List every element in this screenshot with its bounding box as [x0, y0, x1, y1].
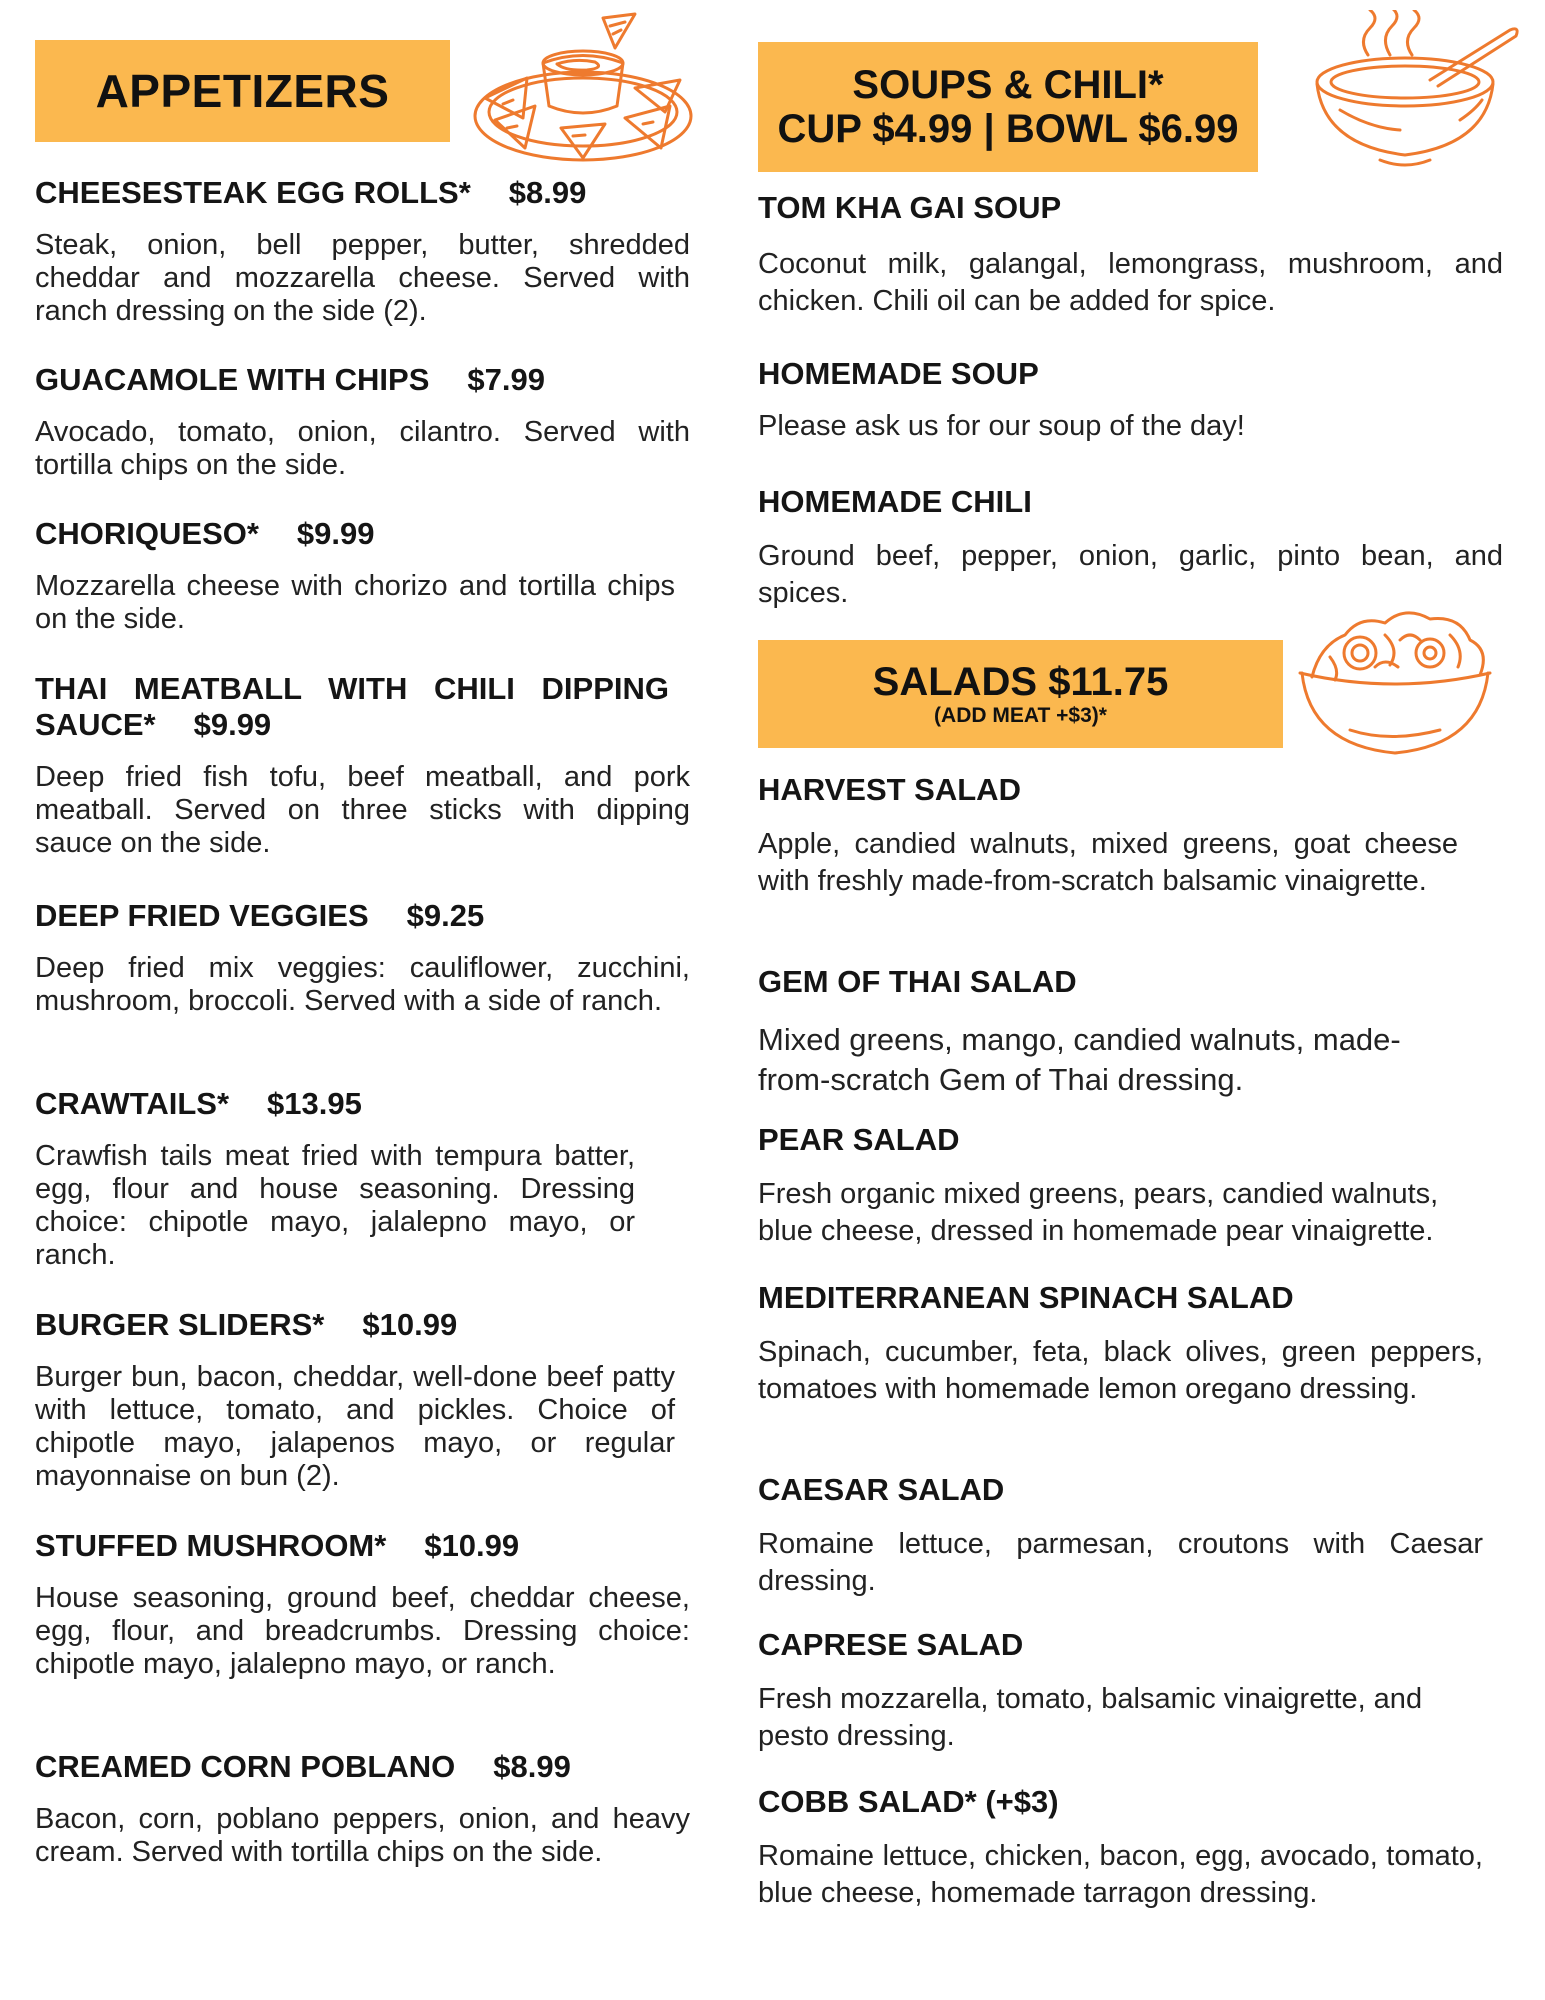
- item-name: COBB SALAD* (+$3): [758, 1784, 1059, 1819]
- item-price: $10.99: [362, 1307, 458, 1342]
- item-price: $7.99: [467, 362, 545, 397]
- item-name: CAESAR SALAD: [758, 1472, 1005, 1507]
- item-name: [35, 175, 690, 211]
- item-name: [35, 1307, 675, 1343]
- item-description: Crawfish tails meat fried with tempura batter, egg, flour and house seasoning. Dressing choice: chipotle mayo, jalalepno mayo, or ranch.: [35, 1140, 635, 1271]
- menu-item: [35, 516, 675, 636]
- item-price: $13.95: [267, 1086, 362, 1121]
- item-title: BURGER SLIDERS*: [35, 1307, 325, 1342]
- menu-item: [758, 772, 1458, 900]
- item-description: Deep fried mix veggies: cauliflower, zucchini, mushroom, broccoli. Served with a side of ranch.: [35, 952, 690, 1017]
- item-description: Bacon, corn, poblano peppers, onion, and heavy cream. Served with tortilla chips on the side.: [35, 1803, 690, 1868]
- item-description: Steak, onion, bell pepper, butter, shredded cheddar and mozzarella cheese. Served with ranch dressing on the side (2).: [35, 229, 690, 327]
- item-name: [35, 898, 690, 934]
- item-name: [35, 1086, 635, 1122]
- menu-item: [35, 175, 690, 328]
- item-description: Deep fried fish tofu, beef meatball, and pork meatball. Served on three sticks with dipping sauce on the side.: [35, 761, 690, 859]
- salads-heading: [758, 640, 1283, 748]
- item-name: PEAR SALAD: [758, 1122, 960, 1157]
- item-description: Apple, candied walnuts, mixed greens, goat cheese with freshly made-from-scratch balsamic vinaigrette.: [758, 828, 1458, 897]
- menu-item: [758, 356, 1503, 443]
- soup-bowl-icon: [1310, 10, 1525, 175]
- item-title: THAI MEATBALL WITH CHILI DIPPING: [35, 671, 669, 706]
- item-name: HARVEST SALAD: [758, 772, 1021, 807]
- item-title: STUFFED MUSHROOM*: [35, 1528, 387, 1563]
- salads-subheading: (ADD MEAT +$3)*: [934, 704, 1107, 727]
- item-description: House seasoning, ground beef, cheddar cheese, egg, flour, and breadcrumbs. Dressing choice: chipotle mayo, jalalepno mayo, or ranch.: [35, 1582, 690, 1680]
- menu-item: [758, 964, 1458, 1100]
- menu-item: [35, 1749, 690, 1869]
- item-description: Fresh organic mixed greens, pears, candied walnuts, blue cheese, dressed in homemade pear vinaigrette.: [758, 1178, 1439, 1247]
- item-name: HOMEMADE CHILI: [758, 484, 1032, 519]
- item-description: Mixed greens, mango, candied walnuts, made-from-scratch Gem of Thai dressing.: [758, 1022, 1401, 1097]
- item-title: CHORIQUESO*: [35, 516, 259, 551]
- item-name: HOMEMADE SOUP: [758, 356, 1039, 391]
- item-name: [35, 362, 690, 398]
- salads-heading-text: SALADS $11.75: [872, 660, 1169, 704]
- appetizers-heading-text: APPETIZERS: [95, 65, 390, 117]
- item-description: Fresh mozzarella, tomato, balsamic vinaigrette, and pesto dressing.: [758, 1683, 1423, 1752]
- menu-item: [35, 671, 690, 860]
- item-name-continued: [35, 707, 690, 743]
- item-title: CRAWTAILS*: [35, 1086, 230, 1121]
- menu-item: [35, 362, 690, 482]
- menu-item: [758, 1122, 1498, 1250]
- menu-item: [758, 484, 1503, 612]
- item-name: GEM OF THAI SALAD: [758, 964, 1077, 999]
- item-description: Coconut milk, galangal, lemongrass, mushroom, and chicken. Chili oil can be added for spice.: [758, 248, 1503, 317]
- soups-heading: [758, 42, 1258, 172]
- item-description: Romaine lettuce, parmesan, croutons with Caesar dressing.: [758, 1528, 1483, 1597]
- menu-item: [35, 1086, 635, 1272]
- chips-and-dip-icon: [465, 8, 700, 168]
- item-name: MEDITERRANEAN SPINACH SALAD: [758, 1280, 1294, 1315]
- item-description: Romaine lettuce, chicken, bacon, egg, avocado, tomato, blue cheese, homemade tarragon dressing.: [758, 1840, 1483, 1909]
- item-title: CREAMED CORN POBLANO: [35, 1749, 456, 1784]
- item-name: [35, 516, 675, 552]
- soups-heading-line1: SOUPS & CHILI*: [852, 63, 1164, 107]
- item-description: Mozzarella cheese with chorizo and tortilla chips on the side.: [35, 570, 675, 635]
- salad-bowl-icon: [1290, 595, 1500, 765]
- item-name: [35, 1528, 690, 1564]
- menu-item: [758, 1784, 1483, 1912]
- item-title: CHEESESTEAK EGG ROLLS*: [35, 175, 471, 210]
- item-title: DEEP FRIED VEGGIES: [35, 898, 369, 933]
- item-price: $9.25: [406, 898, 485, 933]
- menu-item: [758, 190, 1503, 320]
- item-price: $10.99: [424, 1528, 520, 1563]
- appetizers-heading: [35, 40, 450, 142]
- item-description: Burger bun, bacon, cheddar, well-done beef patty with lettuce, tomato, and pickles. Choice of chipotle mayo, jalapenos mayo, or regular mayonnaise on bun (2).: [35, 1361, 675, 1492]
- menu-item: [758, 1472, 1483, 1600]
- item-description: Ground beef, pepper, onion, garlic, pinto bean, and spices.: [758, 540, 1503, 609]
- item-price: $8.99: [493, 1749, 571, 1784]
- item-name: [35, 1749, 690, 1785]
- item-description: Avocado, tomato, onion, cilantro. Served with tortilla chips on the side.: [35, 416, 690, 481]
- item-price: $8.99: [508, 175, 587, 210]
- item-name: TOM KHA GAI SOUP: [758, 190, 1062, 225]
- menu-item: [35, 1307, 675, 1493]
- item-description: Please ask us for our soup of the day!: [758, 410, 1245, 442]
- item-title: GUACAMOLE WITH CHIPS: [35, 362, 430, 397]
- item-title-2: SAUCE*: [35, 707, 156, 742]
- menu-item: [35, 1528, 690, 1681]
- item-description: Spinach, cucumber, feta, black olives, green peppers, tomatoes with homemade lemon oregano dressing.: [758, 1336, 1483, 1405]
- item-name: [35, 671, 690, 707]
- menu-item: [758, 1627, 1483, 1755]
- menu-item: [758, 1280, 1483, 1408]
- item-name: CAPRESE SALAD: [758, 1627, 1024, 1662]
- item-price: $9.99: [193, 707, 272, 742]
- soups-heading-line2: CUP $4.99 | BOWL $6.99: [777, 107, 1239, 151]
- menu-item: [35, 898, 690, 1018]
- item-price: $9.99: [296, 516, 375, 551]
